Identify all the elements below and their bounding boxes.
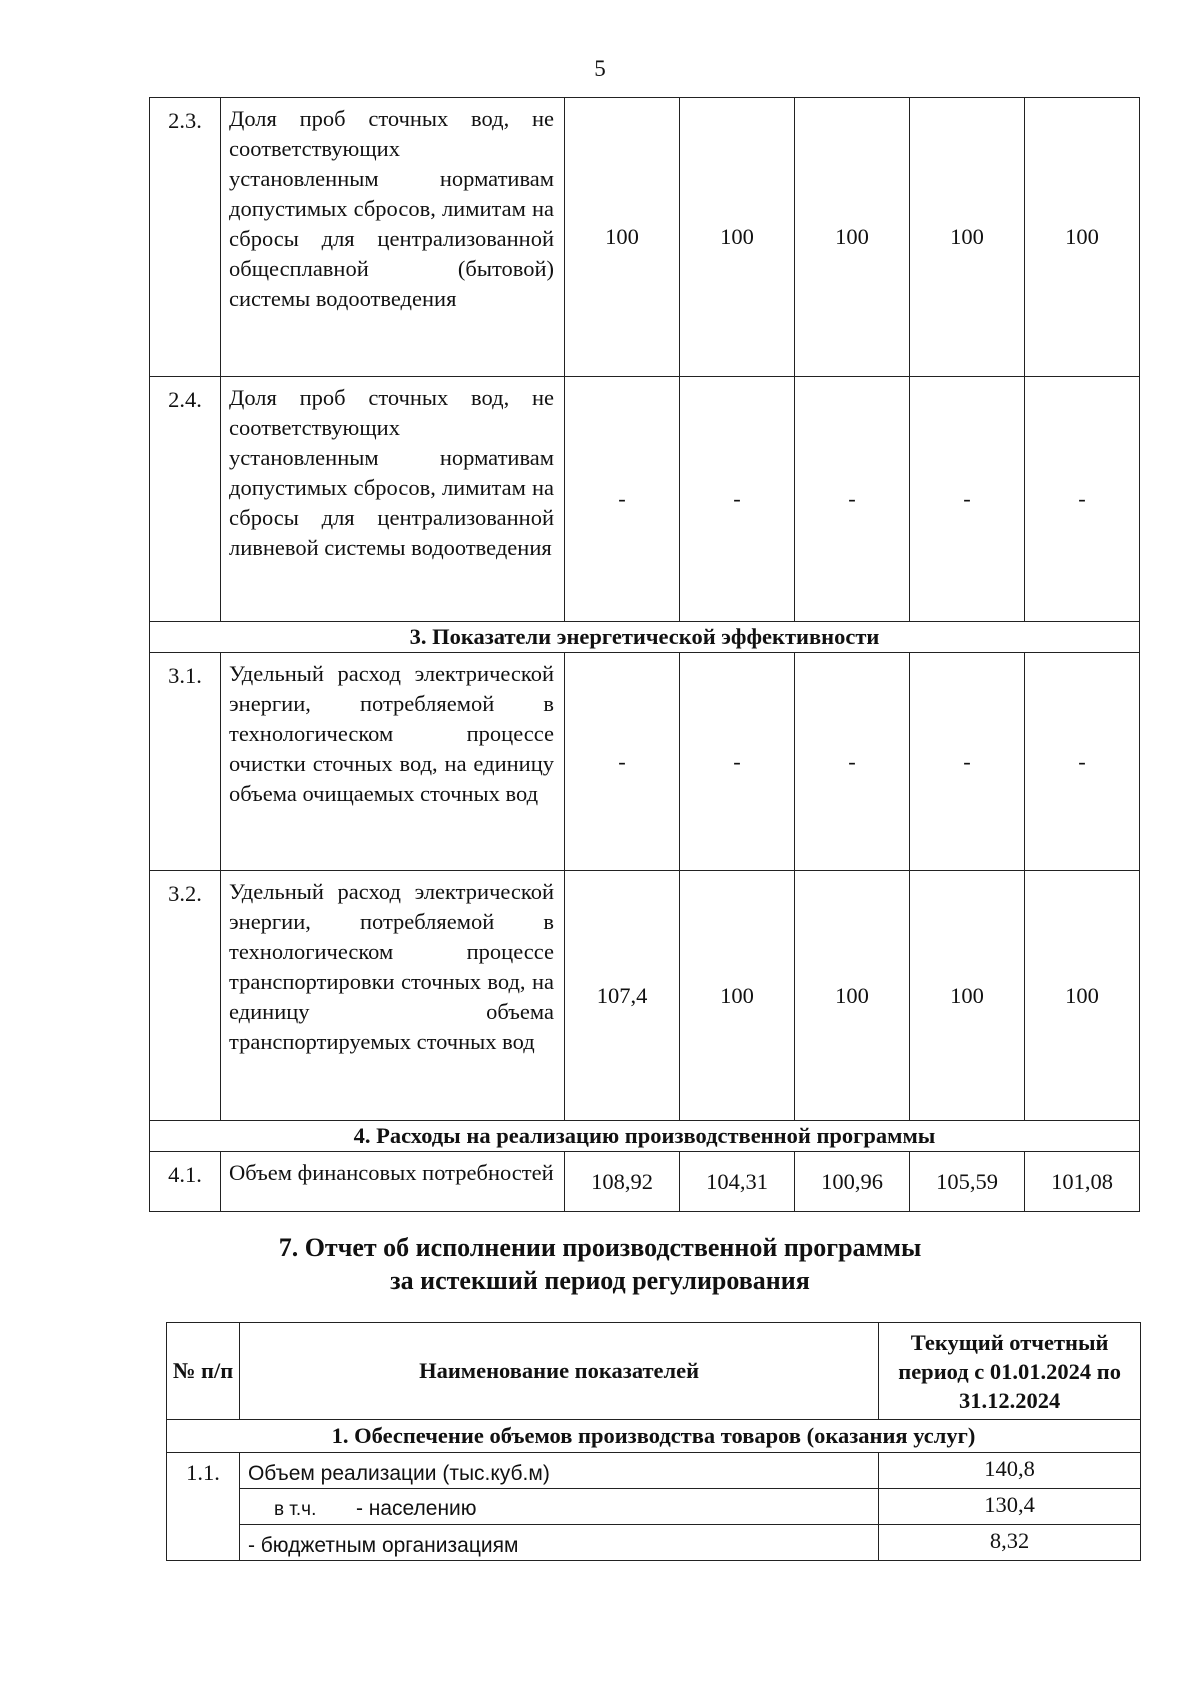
table-row xyxy=(150,653,1140,871)
column-header-period: Текущий отчетный период с 01.01.2024 по 31.12.2024 xyxy=(879,1323,1141,1420)
indicator-value: 130,4 xyxy=(879,1489,1141,1525)
indicator-value: - xyxy=(1025,377,1140,622)
table-row xyxy=(150,871,1140,1121)
indicator-value: - xyxy=(680,377,795,622)
indicator-value: 8,32 xyxy=(879,1525,1141,1561)
indicator-value: 100 xyxy=(910,871,1025,1121)
indicator-value: 101,08 xyxy=(1025,1152,1140,1212)
table-row xyxy=(150,98,1140,377)
report-table xyxy=(166,1322,1141,1561)
table-row xyxy=(167,1525,1141,1561)
table-row xyxy=(150,377,1140,622)
column-header-number: № п/п xyxy=(167,1323,240,1420)
section-row xyxy=(167,1420,1141,1453)
indicator-value: 100 xyxy=(1025,871,1140,1121)
indicator-value: 104,31 xyxy=(680,1152,795,1212)
indicator-label: - бюджетным организациям xyxy=(247,1534,519,1557)
section-heading: 3. Показатели энергетической эффективности xyxy=(150,622,1140,653)
indicator-value: 108,92 xyxy=(565,1152,680,1212)
row-number: 4.1. xyxy=(150,1152,221,1212)
indicator-value: - xyxy=(795,377,910,622)
table-row xyxy=(167,1489,1141,1525)
indicator-value: 100 xyxy=(680,871,795,1121)
indicator-value: - xyxy=(565,653,680,871)
indicator-value: - xyxy=(565,377,680,622)
indicator-value: 100 xyxy=(680,98,795,377)
report-title xyxy=(0,1231,1200,1297)
table-header-row xyxy=(167,1323,1141,1420)
indicator-prefix: в т.ч. xyxy=(273,1499,317,1520)
indicator-value: - xyxy=(1025,653,1140,871)
table-row xyxy=(150,1152,1140,1212)
indicators-table xyxy=(149,97,1140,1212)
section-row xyxy=(150,622,1140,653)
row-number: 1.1. xyxy=(167,1453,240,1561)
indicator-value: 107,4 xyxy=(565,871,680,1121)
indicator-value: 100 xyxy=(795,98,910,377)
indicator-value: - xyxy=(910,653,1025,871)
indicator-name xyxy=(239,1453,878,1489)
indicator-name: Доля проб сточных вод, не соответствующих установленным нормативам допустимых сбросов, лимитам на сбросы для централизованной общесплавной (бытовой) системы водоотведения xyxy=(221,98,565,377)
indicator-value: 100 xyxy=(795,871,910,1121)
indicator-name: Удельный расход электрической энергии, потребляемой в технологическом процессе транспортировки сточных вод, на единицу объема транспортируемых сточных вод xyxy=(221,871,565,1121)
row-number: 3.2. xyxy=(150,871,221,1121)
row-number: 2.3. xyxy=(150,98,221,377)
indicator-value: - xyxy=(910,377,1025,622)
row-number: 3.1. xyxy=(150,653,221,871)
indicator-value: 140,8 xyxy=(879,1453,1141,1489)
section-heading: 1. Обеспечение объемов производства товаров (оказания услуг) xyxy=(167,1420,1141,1453)
indicator-name: Доля проб сточных вод, не соответствующих установленным нормативам допустимых сбросов, лимитам на сбросы для централизованной ливневой системы водоотведения xyxy=(221,377,565,622)
report-title-line: 7. Отчет об исполнении производственной программы xyxy=(278,1233,922,1262)
indicator-label: - населению xyxy=(355,1497,477,1520)
section-heading: 4. Расходы на реализацию производственной программы xyxy=(150,1121,1140,1152)
indicator-name: Объем финансовых потребностей xyxy=(221,1152,565,1212)
column-header-name: Наименование показателей xyxy=(239,1323,878,1420)
indicator-value: 100,96 xyxy=(795,1152,910,1212)
indicator-value: - xyxy=(795,653,910,871)
indicator-name xyxy=(239,1525,878,1561)
indicator-value: 100 xyxy=(1025,98,1140,377)
section-row xyxy=(150,1121,1140,1152)
indicator-name: Удельный расход электрической энергии, потребляемой в технологическом процессе очистки сточных вод, на единицу объема очищаемых сточных вод xyxy=(221,653,565,871)
indicator-name xyxy=(239,1489,878,1525)
indicator-value: - xyxy=(680,653,795,871)
row-number: 2.4. xyxy=(150,377,221,622)
indicator-value: 105,59 xyxy=(910,1152,1025,1212)
report-title-line: за истекший период регулирования xyxy=(390,1266,810,1295)
page-number: 5 xyxy=(594,56,606,81)
indicator-value: 100 xyxy=(565,98,680,377)
table-row xyxy=(167,1453,1141,1489)
indicator-value: 100 xyxy=(910,98,1025,377)
indicator-label: Объем реализации (тыс.куб.м) xyxy=(247,1462,550,1485)
